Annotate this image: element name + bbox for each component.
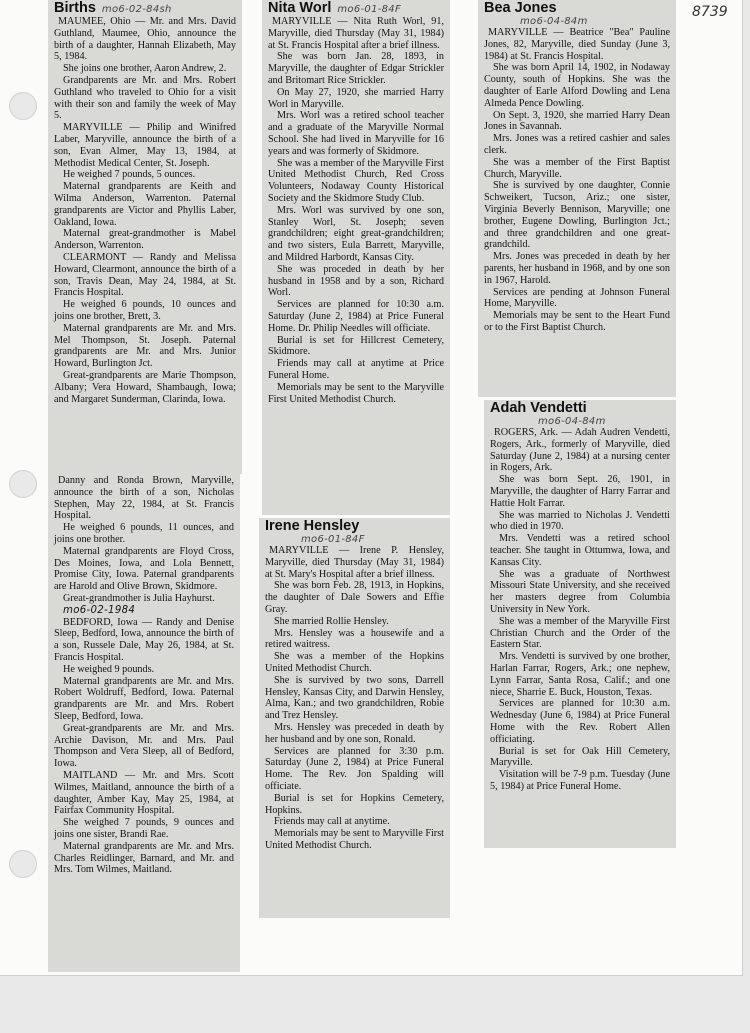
jones-paragraph: She was a member of the First Baptist Church, Maryville. — [484, 156, 670, 180]
jones-paragraph: Mrs. Jones was preceded in death by her parents, her husband in 1968, and by one son in 1967, Harold. — [484, 251, 670, 286]
hensley-paragraph: Mrs. Hensley was a housewife and a retired waitress. — [265, 627, 444, 651]
vendetti-paragraph: She was a graduate of Northwest Missouri State University, and she received her masters degree from Columbia University in New York. — [490, 568, 670, 615]
worl-paragraph: She was a member of the Maryville First United Methodist Church, Red Cross Volunteers, Nodaway County Historical Society and the Skidmore Study Club. — [268, 157, 444, 204]
birth-paragraph: He weighed 6 pounds, 10 ounces and joins one brother, Brett, 3. — [54, 299, 236, 322]
punch-hole — [9, 92, 37, 120]
birth-paragraph: He weighed 7 pounds, 5 ounces. — [63, 169, 196, 181]
births-date-note: mo6-02-84sh — [101, 4, 172, 15]
birth-paragraph: Maternal grandparents are Mr. and Mrs. Charles Reidlinger, Barnard, and Mr. and Mrs. Tom Wilmes, Maitland. — [54, 840, 234, 876]
jones-heading: Bea Jones — [484, 0, 557, 16]
obituary-hensley — [259, 518, 450, 918]
jones-paragraph: Services are pending at Johnson Funeral Home, Maryville. — [484, 286, 670, 310]
birth-paragraph: Maternal grandparents are Mr. and Mrs. Robert Woldruff, Bedford, Iowa. Paternal grandparents are Mr. and Mrs. Robert Sleep, Bedford, Iowa. — [54, 675, 234, 722]
page-number: 8739 — [692, 4, 728, 20]
birth-paragraph: Maternal great-grandmother is Mabel Anderson, Warrenton. — [54, 228, 236, 252]
vendetti-paragraph: Mrs. Vendetti is survived by one brother, Harlan Farrar, Rogers, Ark.; one nephew, Lynn Farrar, Santa Rosa, Calif.; and one niece, Sharrie E. Buck, Houston, Texas. — [490, 651, 670, 698]
jones-header — [484, 1, 670, 16]
hensley-paragraph: She was a member of the Hopkins United Methodist Church. — [265, 651, 444, 674]
hensley-paragraph: She was born Feb. 28, 1913, in Hopkins, the daughter of Dale Sowers and Effie Gray. — [265, 580, 444, 615]
birth-paragraph: She weighed 7 pounds, 9 ounces and joins one sister, Brandi Rae. — [54, 817, 234, 840]
worl-paragraph: On May 27, 1920, she married Harry Worl in Maryville. — [268, 86, 444, 110]
births-text-continued — [54, 475, 234, 876]
jones-paragraph: On Sept. 3, 1920, she married Harry Dean Jones in Savannah. — [484, 109, 670, 133]
hensley-paragraph: She is survived by two sons, Darrell Hensley, Kansas City, and Darwin Hensley, Alma, Kan.; and two grandchildren, Robie and Trez Hensley. — [265, 674, 444, 722]
vendetti-paragraph: She was born Sept. 26, 1901, in Maryville, the daughter of Harry Farrar and Hattie Holt Farrar. — [490, 474, 670, 509]
jones-paragraph: Memorials may be sent to the Heart Fund or to the First Baptist Church. — [484, 310, 670, 333]
worl-date-note: mo6-01-84F — [337, 4, 402, 15]
birth-paragraph: MAITLAND — Mr. and Mrs. Scott Wilmes, Maitland, announce the birth of a daughter, Amber Kay, May 25, 1984, at Fairfax Community Hospital. — [54, 769, 234, 817]
punch-hole — [9, 850, 37, 878]
birth-paragraph: Danny and Ronda Brown, Maryville, announce the birth of a son, Nicholas Stephen, May 22, 1984, at St. Francis Hospital. — [54, 475, 234, 522]
hensley-paragraph: Mrs. Hensley was preceded in death by her husband and by one son, Ronald. — [265, 721, 444, 745]
worl-paragraph: She was proceded in death by her husband in 1958 and by a son, Richard Worl. — [268, 263, 444, 299]
hensley-heading: Irene Hensley — [265, 518, 360, 534]
jones-paragraph: MARYVILLE — Beatrice "Bea" Pauline Jones, 82, Maryville, died Sunday (June 3, 1984) at St. Francis Hospital. — [484, 27, 670, 62]
hensley-paragraph: She married Rollie Hensley. — [274, 615, 389, 627]
birth-paragraph: Great-grandparents are Marie Thompson, Albany; Vera Howard, Shambaugh, Iowa; and Margaret Sunderman, Clarinda, Iowa. — [54, 369, 236, 405]
births-heading: Births — [54, 0, 96, 16]
jones-text — [484, 27, 670, 334]
obituary-vendetti — [484, 400, 676, 848]
vendetti-paragraph: Visitation will be 7-9 p.m. Tuesday (June 5, 1984) at Price Funeral Home. — [490, 769, 670, 792]
hensley-paragraph: Memorials may be sent to Maryville First United Methodist Church. — [265, 828, 444, 851]
worl-paragraph: Mrs. Worl was a retired school teacher and a graduate of the Maryville Normal School. She had lived in Maryville for 16 years and was formerly of Skidmore. — [268, 110, 444, 157]
birth-paragraph: BEDFORD, Iowa — Randy and Denise Sleep, Bedford, Iowa, announce the birth of a son, Russele Dale, May 26, 1984, at St. Francis Hospital. — [54, 616, 234, 663]
worl-paragraph: Burial is set for Hillcrest Cemetery, Skidmore. — [268, 334, 444, 358]
jones-paragraph: Mrs. Jones was a retired cashier and sales clerk. — [484, 133, 670, 156]
hensley-paragraph: MARYVILLE — Irene P. Hensley, Maryville, died Thursday (May 31, 1984) at St. Mary's Hospital after a brief illness. — [265, 545, 444, 580]
jones-date-note: mo6-04-84m — [520, 16, 588, 27]
worl-text — [268, 16, 444, 405]
birth-paragraph: Maternal grandparents are Floyd Cross, Des Moines, Iowa, and Lola Bennett, Promise City, Iowa. Paternal grandparents are Harold and Olive Brown, Skidmore. — [54, 545, 234, 593]
birth-paragraph: She joins one brother, Aaron Andrew, 2. — [63, 63, 227, 75]
vendetti-date-note: mo6-04-84m — [538, 416, 606, 427]
vendetti-paragraph: Burial is set for Oak Hill Cemetery, Maryville. — [490, 745, 670, 769]
vendetti-header — [490, 401, 670, 416]
hensley-paragraph: Burial is set for Hopkins Cemetery, Hopkins. — [265, 792, 444, 816]
worl-heading: Nita Worl — [268, 0, 332, 16]
birth-paragraph: He weighed 6 pounds, 11 ounces, and joins one brother. — [54, 522, 234, 545]
jones-paragraph: She was born April 14, 1902, in Nodaway County, south of Hopkins. She was the daughter of Earle Alford Dowling and Lena Almeda Pence Dowling. — [484, 62, 670, 109]
vendetti-paragraph: Mrs. Vendetti was a retired school teacher. She taught in Ottumwa, Iowa, and Kansas City. — [490, 533, 670, 568]
hensley-text — [265, 545, 444, 852]
birth-paragraph: Great-grandmother is Julia Hayhurst. — [63, 592, 215, 604]
hensley-paragraph: Services are planned for 3:30 p.m. Saturday (June 2, 1984) at Price Funeral Home. The Rev. Jon Spalding will officiate. — [265, 745, 444, 792]
worl-paragraph: Memorials may be sent to the Maryville First United Methodist Church. — [268, 381, 444, 405]
vendetti-text — [490, 427, 670, 793]
jones-paragraph: She is survived by one daughter, Connie Schweikert, Tucson, Ariz.; one sister, Virginia Beverly Bennison, Maryville; one brother, Eugene Dowling, Burlington Jct.; and three grandchildren and one great-grandchild. — [484, 180, 670, 251]
birth-paragraph: Maternal grandparents are Keith and Wilma Anderson, Warrenton. Paternal grandparents are Victor and Phyllis Laber, Oakland, Iowa. — [54, 181, 236, 228]
hensley-date-note: mo6-01-84F — [301, 534, 365, 545]
vendetti-paragraph: Services are planned for 10:30 a.m. Wednesday (June 6, 1984) at Price Funeral Home with the Rev. Robert Allen officiating. — [490, 698, 670, 745]
worl-paragraph: Mrs. Worl was survived by one son, Stanley Worl, St. Joseph; seven grandchildren; eight great-grandchildren; and two sisters, Eula Barrett, Maryville, and Mildred Harbordt, Kansas City. — [268, 204, 444, 263]
birth-paragraph: MARYVILLE — Philip and Winifred Laber, Maryville, announce the birth of a son, Evan Almer, May 13, 1984, at Methodist Medical Center, St. Joseph. — [54, 122, 236, 169]
vendetti-paragraph: She was a member of the Maryville First Christian Church and the Order of the Eastern Star. — [490, 615, 670, 651]
birth-paragraph: Grandparents are Mr. and Mrs. Robert Guthland who traveled to Ohio for a visit with their son and family the week of May 5. — [54, 74, 236, 122]
worl-paragraph: Friends may call at anytime at Price Funeral Home. — [268, 358, 444, 381]
vendetti-paragraph: She was married to Nicholas J. Vendetti who died in 1970. — [490, 509, 670, 533]
births-header — [54, 1, 236, 16]
obituary-jones — [478, 0, 676, 397]
births-text — [54, 16, 236, 405]
hensley-header — [265, 519, 444, 534]
worl-paragraph: She was born Jan. 28, 1893, in Maryville, the daughter of Edgar Strickler and Britomart Rice Strickler. — [268, 51, 444, 86]
birth-paragraph: Maternal grandparents are Mr. and Mrs. Mel Thompson, St. Joseph. Paternal grandparents are Mr. and Mrs. Junior Howard, Burlington Jct. — [54, 322, 236, 370]
births-clipping-top — [48, 0, 242, 474]
punch-hole — [9, 470, 37, 498]
births-clipping-bottom — [48, 474, 240, 972]
obituary-worl — [262, 0, 450, 515]
vendetti-heading: Adah Vendetti — [490, 400, 587, 416]
birth-paragraph: He weighed 9 pounds. — [63, 663, 155, 675]
birth-paragraph: Great-grandparents are Mr. and Mrs. Archie Davison, Mr. and Mrs. Paul Thompson and Vera Sleep, all of Bedford, Iowa. — [54, 722, 234, 770]
birth-paragraph: CLEARMONT — Randy and Melissa Howard, Clearmont, announce the birth of a son, Travis Dean, May 24, 1984, at St. Francis Hospital. — [54, 251, 236, 299]
worl-header — [268, 1, 444, 16]
worl-paragraph: Services are planned for 10:30 a.m. Saturday (June 2, 1984) at Price Funeral Home. Dr. Philip Needles will officiate. — [268, 299, 444, 334]
birth-paragraph: MAUMEE, Ohio — Mr. and Mrs. David Guthland, Maumee, Ohio, announce the birth of a daughter, Hannah Elizabeth, May 5, 1984. — [54, 16, 236, 63]
worl-paragraph: MARYVILLE — Nita Ruth Worl, 91, Maryville, died Thursday (May 31, 1984) at St. Francis Hospital after a brief illness. — [268, 16, 444, 51]
hensley-paragraph: Friends may call at anytime. — [274, 816, 390, 828]
handwritten-date-note: mo6-02-1984 — [63, 604, 136, 616]
vendetti-paragraph: ROGERS, Ark. — Adah Audren Vendetti, Rogers, Ark., formerly of Maryville, died Saturday (June 2, 1984) at a nursing center in Rogers, Ark. — [490, 427, 670, 474]
